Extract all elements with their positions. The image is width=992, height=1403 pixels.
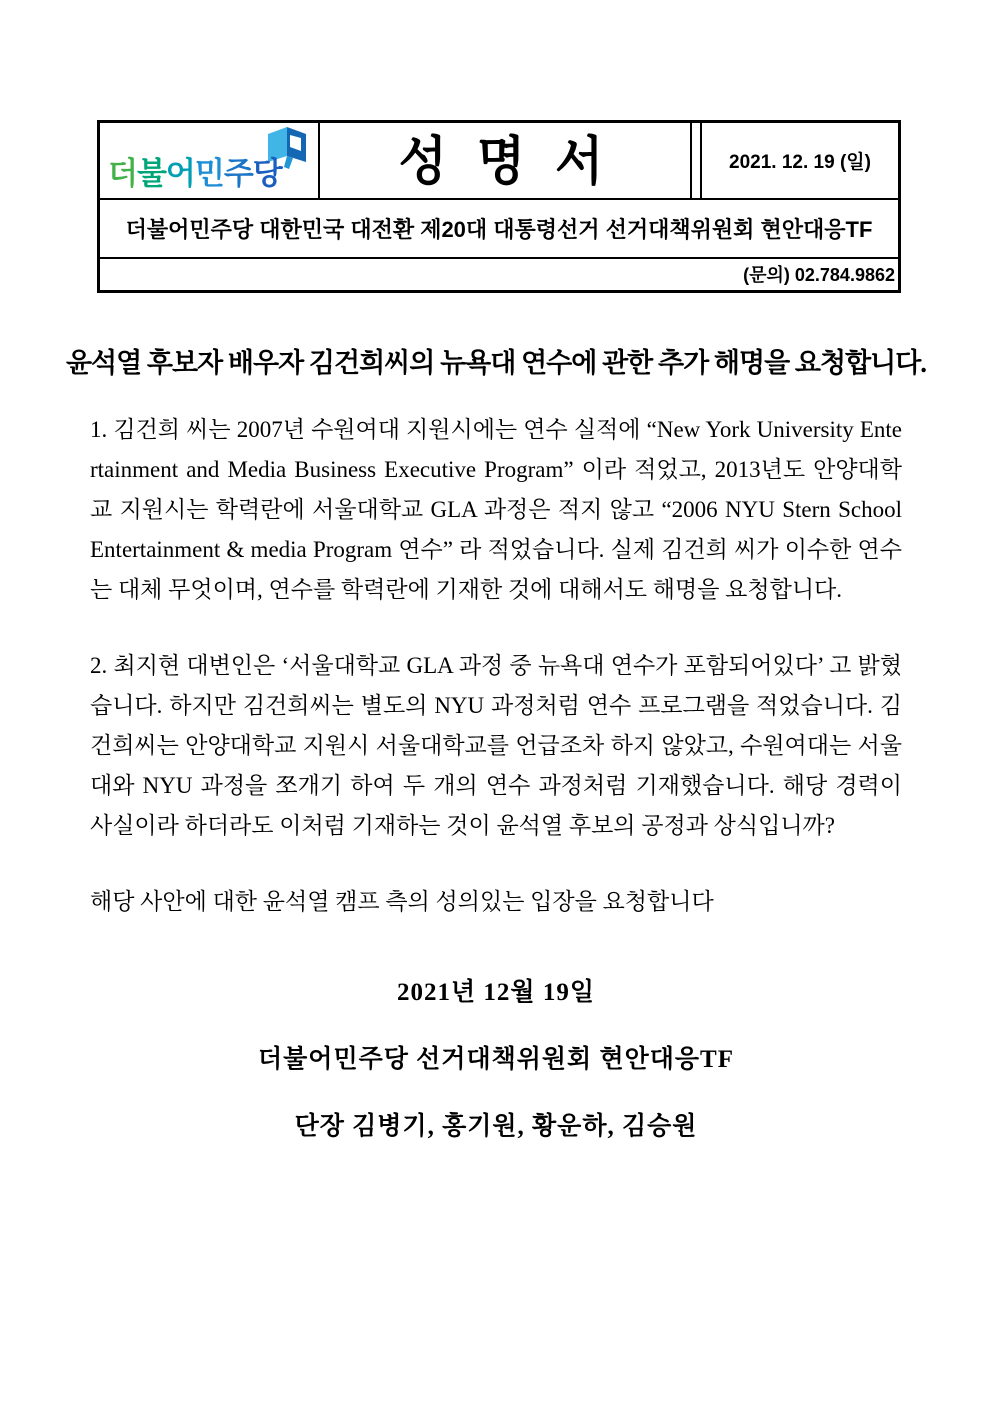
doc-title: 성 명 서 [398, 131, 612, 190]
letterhead-subtitle-row [100, 200, 898, 259]
closing-date: 2021년 12월 19일 [397, 979, 595, 1006]
paragraph-3: 해당 사안에 대한 윤석열 캠프 측의 성의있는 입장을 요청합니다 [90, 889, 714, 914]
party-logo-text: 더불어민주당 [108, 156, 282, 191]
letterhead-contact-row [100, 259, 898, 288]
closing-org: 더불어민주당 선거대책위원회 현안대응TF [258, 1046, 734, 1073]
closing-block [0, 972, 992, 1173]
contact-info: (문의) 02.784.9862 [743, 264, 895, 285]
date-box [700, 123, 898, 198]
letterhead-box [97, 120, 901, 293]
date-text: 2021. 12. 19 (일) [729, 152, 871, 173]
committee-subtitle: 더불어민주당 대한민국 대전환 제20대 대통령선거 선거대책위원회 현안대응TF [125, 217, 873, 242]
paragraph-1: 1. 김건희 씨는 2007년 수원여대 지원시에는 연수 실적에 “New York University Entertainment and Media Business Executive Program” 이라 적었고, 2013년도 안양대학교 지원시는 학력란에 서울대학교 GLA 과정은 적지 않고 “2006 NYU Stern School Entertainment & media Program 연수” 라 적었습니다. 실제 김건희 씨가 이수한 연수는 대체 무엇이며, 연수를 학력란에 기재한 것에 대해서도 해명을 요청합니다. [90, 417, 902, 602]
statement-headline: 윤석열 후보자 배우자 김건희씨의 뉴욕대 연수에 관한 추가 해명을 요청합니다. [65, 348, 927, 378]
statement-body [90, 410, 902, 922]
doc-title-cell [320, 123, 692, 198]
closing-signers: 단장 김병기, 홍기원, 황운하, 김승원 [294, 1113, 698, 1140]
party-logo [100, 123, 320, 198]
paragraph-2: 2. 최지현 대변인은 ‘서울대학교 GLA 과정 중 뉴욕대 연수가 포함되어있다’ 고 밝혔습니다. 하지만 김건희씨는 별도의 NYU 과정처럼 연수 프로그램을 적었습니다. 김건희씨는 안양대학교 지원시 서울대학교를 언급조차 하지 않았고, 수원여대는 서울대와 NYU 과정을 쪼개기 하여 두 개의 연수 과정처럼 기재했습니다. 해당 경력이 사실이라 하더라도 이처럼 기재하는 것이 윤석열 후보의 공정과 상식입니까? [90, 653, 902, 838]
letterhead-top-row [100, 123, 898, 200]
